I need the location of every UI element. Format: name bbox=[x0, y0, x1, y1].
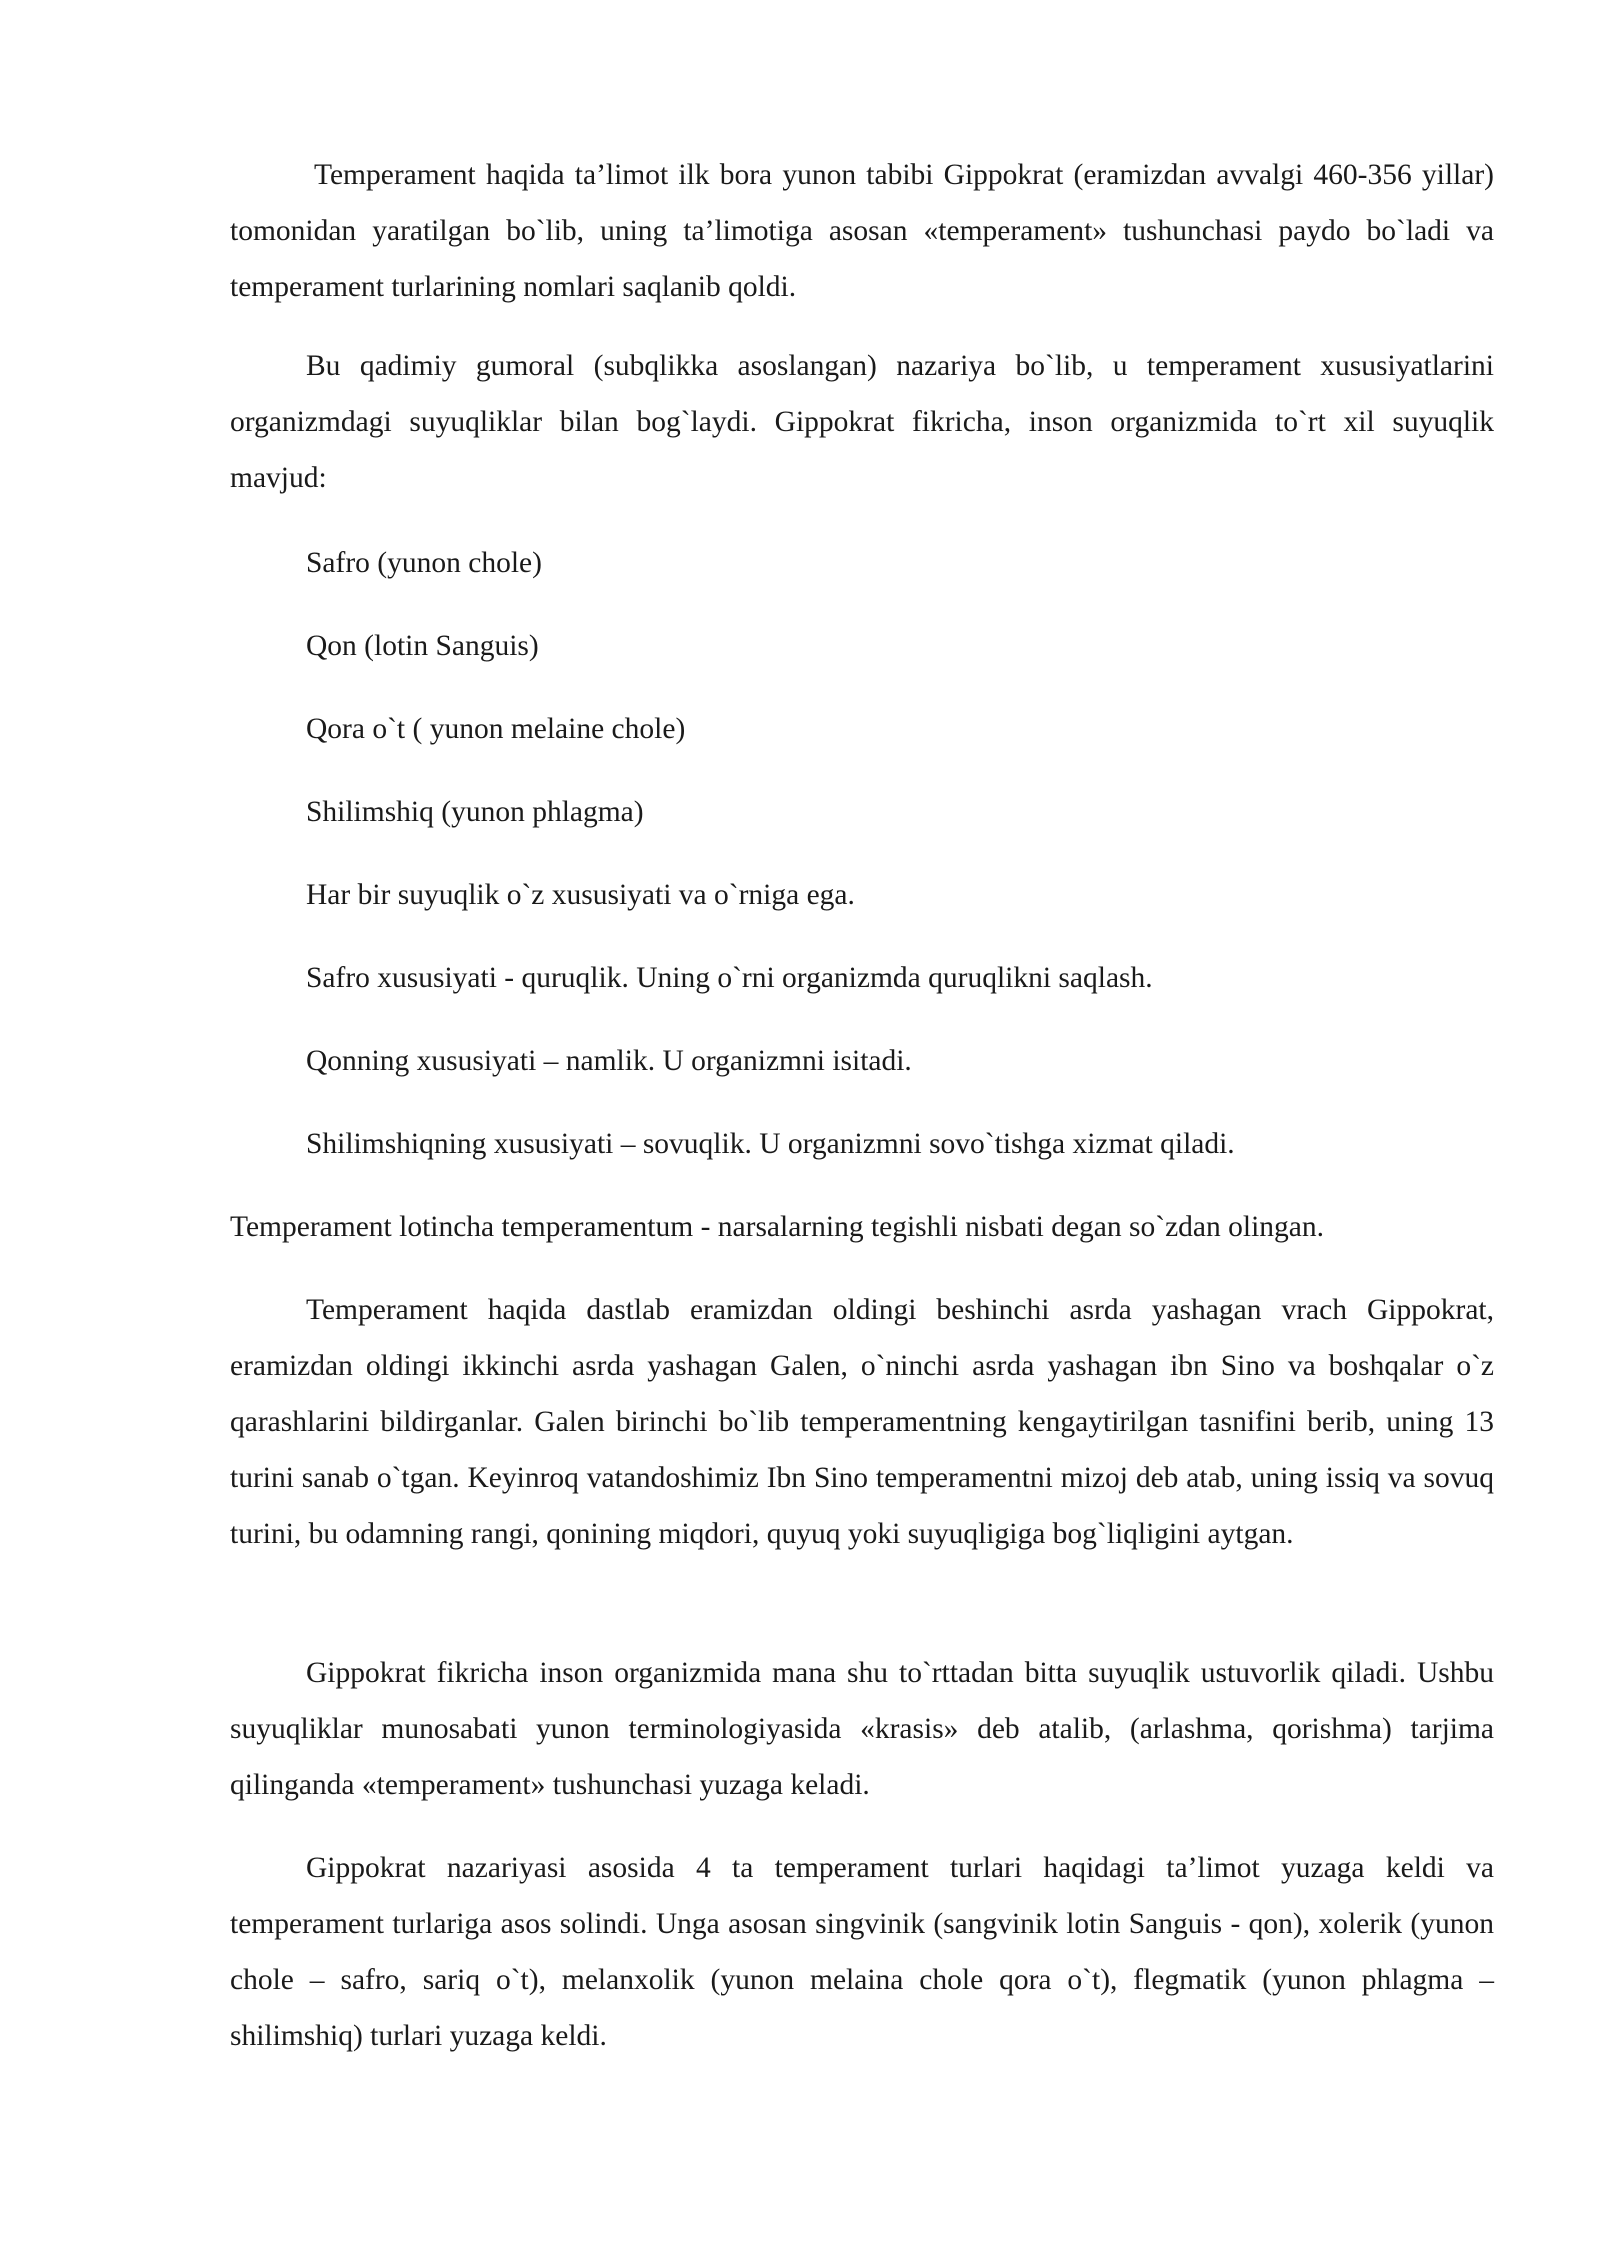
paragraph-safro-property: Safro xususiyati - quruqlik. Uning o`rni organizmda quruqlikni saqlash. bbox=[306, 962, 1153, 994]
list-item-safro: Safro (yunon chole) bbox=[306, 547, 542, 579]
list-item-qon: Qon (lotin Sanguis) bbox=[306, 630, 539, 662]
paragraph-four-types: Gippokrat nazariyasi asosida 4 ta temperament turlari haqidagi ta’limot yuzaga keldi va temperament turlariga asos solindi. Unga asosan singvinik (sangvinik lotin Sanguis - qon), xolerik (yunon chole – safro, sariq o`t), melanxolik (yunon melaina chole qora o`t), flegmatik (yunon phlagma – shilimshiq) turlari yuzaga keldi. bbox=[230, 1852, 1494, 2052]
paragraph-etymology: Temperament lotincha temperamentum - narsalarning tegishli nisbati degan so`zdan olingan. bbox=[230, 1211, 1325, 1243]
paragraph-each-fluid: Har bir suyuqlik o`z xususiyati va o`rniga ega. bbox=[306, 879, 855, 911]
paragraph-intro: Temperament haqida ta’limot ilk bora yunon tabibi Gippokrat (eramizdan avvalgi 460-356 yillar) tomonidan yaratilgan bo`lib, uning ta’limotiga asosan «temperament» tushunchasi paydo bo`ladi va temperament turlarining nomlari saqlanib qoldi. bbox=[230, 159, 1494, 303]
paragraph-krasis: Gippokrat fikricha inson organizmida mana shu to`rttadan bitta suyuqlik ustuvorlik qiladi. Ushbu suyuqliklar munosabati yunon terminologiyasida «krasis» deb atalib, (arlashma, qorishma) tarjima qilinganda «temperament» tushunchasi yuzaga keladi. bbox=[230, 1657, 1494, 1801]
paragraph-history: Temperament haqida dastlab eramizdan oldingi beshinchi asrda yashagan vrach Gippokrat, eramizdan oldingi ikkinchi asrda yashagan Galen, o`ninchi asrda yashagan ibn Sino va boshqalar o`z qarashlarini bildirganlar. Galen birinchi bo`lib temperamentning kengaytirilgan tasnifini berib, uning 13 turini sanab o`tgan. Keyinroq vatandoshimiz Ibn Sino temperamentni mizoj deb atab, uning issiq va sovuq turini, bu odamning rangi, qonining miqdori, quyuq yoki suyuqligiga bog`liqligini aytgan. bbox=[230, 1294, 1494, 1550]
list-item-shilimshiq: Shilimshiq (yunon phlagma) bbox=[306, 796, 644, 828]
paragraph-shilimshiq-property: Shilimshiqning xususiyati – sovuqlik. U organizmni sovo`tishga xizmat qiladi. bbox=[306, 1128, 1235, 1160]
paragraph-humoral-theory: Bu qadimiy gumoral (subqlikka asoslangan) nazariya bo`lib, u temperament xususiyatlarini organizmdagi suyuqliklar bilan bog`laydi. Gippokrat fikricha, inson organizmida to`rt xil suyuqlik mavjud: bbox=[230, 350, 1494, 494]
paragraph-qon-property: Qonning xususiyati – namlik. U organizmni isitadi. bbox=[306, 1045, 912, 1077]
list-item-qora-ot: Qora o`t ( yunon melaine chole) bbox=[306, 713, 686, 745]
